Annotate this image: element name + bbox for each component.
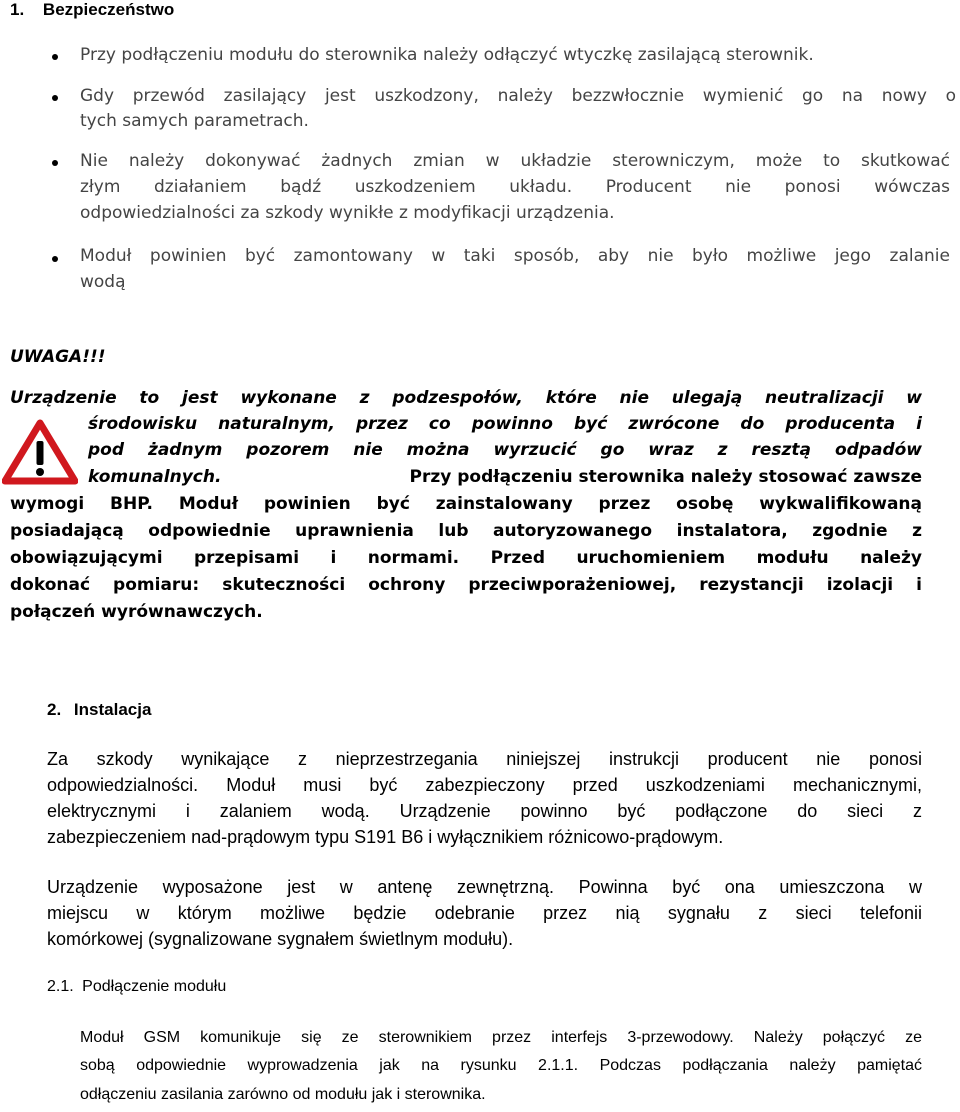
connection-para-line-2: sobą odpowiednie wyprowadzenia jak na rysunku 2.1.1. Podczas podłączania należy pamiętać (80, 1057, 922, 1074)
warning-italic-line-3: pod żadnym pozorem nie można wyrzucić go wraz z resztą odpadów (88, 440, 922, 460)
bullet-4-line-1: Moduł powinien być zamontowany w taki sposób, aby nie było możliwe jego zalanie (80, 246, 950, 266)
warning-heading: UWAGA!!! (10, 347, 106, 367)
install-para-1-line-2: odpowiedzialności. Moduł musi być zabezpieczony przed uszkodzeniami mechanicznymi, (47, 775, 922, 795)
warning-bold-line-3: obowiązującymi przepisami i normami. Przed uruchomieniem modułu należy (10, 548, 922, 568)
section-2-1-heading (47, 978, 226, 996)
bullet-dot (52, 256, 58, 262)
warning-italic-line-2: środowisku naturalnym, przez co powinno być zwrócone do producenta i (88, 414, 922, 434)
bullet-dot (52, 95, 58, 101)
install-para-1-line-4: zabezpieczeniem nad-prądowym typu S191 B6 i wyłącznikiem różnicowo-prądowym. (47, 827, 724, 847)
bullet-4-line-2: wodą (80, 272, 126, 292)
install-para-2-line-3: komórkowej (sygnalizowane sygnałem świetlnym modułu). (47, 929, 514, 949)
warning-mixed-bold: Przy podłączeniu sterownika należy stosować zawsze (409, 467, 922, 487)
warning-bold-line-4: dokonać pomiaru: skuteczności ochrony przeciwporażeniowej, rezystancji izolacji i (10, 575, 922, 595)
bullet-dot (52, 54, 58, 60)
section-2-1-title: Podłączenie modułu (82, 978, 227, 995)
bullet-3-line-1: Nie należy dokonywać żadnych zmian w układzie sterowniczym, może to skutkować (80, 151, 950, 171)
warning-mixed-line (88, 467, 922, 487)
section-2-1-number: 2.1. (47, 978, 74, 995)
bullet-3-line-3: odpowiedzialności za szkody wynikłe z modyfikacji urządzenia. (80, 203, 615, 223)
connection-para-line-1: Moduł GSM komunikuje się ze sterownikiem przez interfejs 3-przewodowy. Należy połączyć ze (80, 1029, 922, 1046)
install-para-1-line-1: Za szkody wynikające z nieprzestrzegania niniejszej instrukcji producent nie ponosi (47, 749, 922, 769)
section-1-title: Bezpieczeństwo (42, 0, 175, 19)
bullet-1-line-1: Przy podłączeniu modułu do sterownika należy odłączyć wtyczkę zasilającą sterownik. (80, 45, 814, 65)
install-para-1-line-3: elektrycznymi i zalaniem wodą. Urządzenie powinno być podłączone do sieci z (47, 801, 922, 821)
bullet-3-line-2: złym działaniem bądź uszkodzeniem układu. Producent nie ponosi wówczas (80, 177, 950, 197)
warning-bold-line-2: posiadającą odpowiednie uprawnienia lub autoryzowanego instalatora, zgodnie z (10, 521, 922, 541)
section-1-heading (10, 0, 174, 20)
warning-mixed-italic: komunalnych. (88, 467, 222, 487)
bullet-dot (52, 160, 58, 166)
install-para-2-line-1: Urządzenie wyposażone jest w antenę zewnętrzną. Powinna być ona umieszczona w (47, 877, 922, 897)
bullet-2-line-1: Gdy przewód zasilający jest uszkodzony, należy bezzwłocznie wymienić go na nowy o (80, 86, 956, 106)
warning-italic-line-1: Urządzenie to jest wykonane z podzespołów, które nie ulegają neutralizacji w (10, 388, 922, 408)
section-2-heading (47, 700, 151, 720)
warning-triangle-icon (2, 419, 78, 490)
warning-bold-line-5: połączeń wyrównawczych. (10, 602, 263, 622)
section-1-number: 1. (10, 0, 25, 19)
section-2-title: Instalacja (73, 700, 152, 719)
warning-bold-line-1: wymogi BHP. Moduł powinien być zainstalowany przez osobę wykwalifikowaną (10, 494, 922, 514)
bullet-2-line-2: tych samych parametrach. (80, 111, 309, 131)
section-2-number: 2. (47, 700, 62, 719)
install-para-2-line-2: miejscu w którym możliwe będzie odebranie przez nią sygnału z sieci telefonii (47, 903, 922, 923)
connection-para-line-3: odłączeniu zasilania zarówno od modułu jak i sterownika. (80, 1086, 486, 1103)
